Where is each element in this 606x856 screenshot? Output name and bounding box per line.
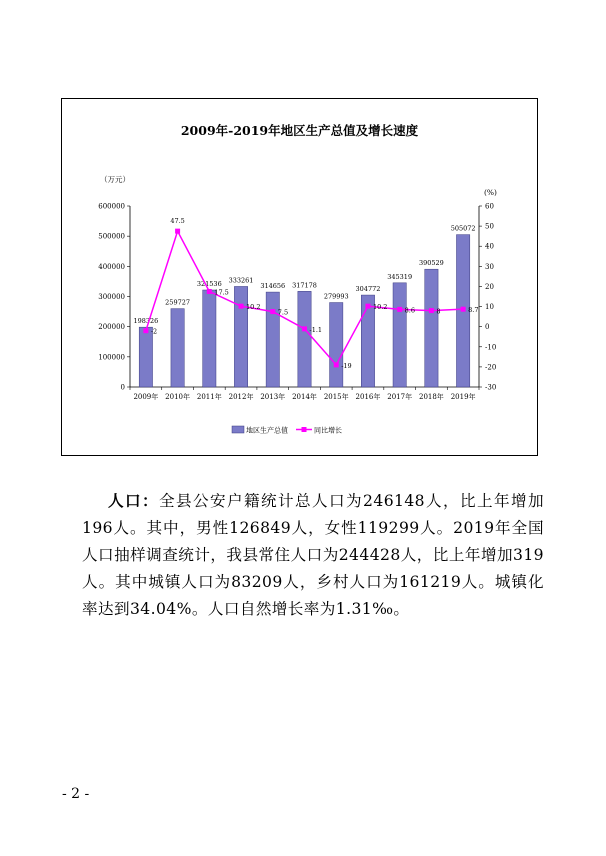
- x-tick-label: 2010年: [165, 393, 191, 401]
- line-data-label: 10.2: [372, 303, 388, 312]
- y-right-tick-label: -10: [485, 343, 497, 352]
- chart-title: 2009年-2019年地区生产总值及增长速度: [180, 123, 419, 138]
- x-tick-label: 2011年: [196, 393, 222, 401]
- bar-data-label: 279993: [323, 292, 349, 301]
- x-tick-label: 2015年: [323, 393, 349, 401]
- bar-data-label: 259727: [165, 298, 191, 307]
- line-point: [143, 328, 148, 333]
- x-tick-label: 2012年: [228, 393, 254, 401]
- bar-data-label: 345319: [387, 272, 413, 281]
- bar: [171, 309, 184, 387]
- line-data-label: 8: [436, 307, 441, 316]
- population-paragraph: [82, 487, 544, 623]
- x-tick-label: 2018年: [418, 393, 444, 401]
- y-left-tick-label: 400000: [98, 262, 125, 271]
- legend-line-marker: [302, 427, 307, 432]
- line-point: [334, 362, 339, 367]
- line-point: [175, 229, 180, 234]
- line-point: [365, 304, 370, 309]
- bar-data-label: 505072: [450, 224, 476, 233]
- legend-bar-label: 地区生产总值: [246, 426, 288, 435]
- line-data-label: -19: [341, 361, 352, 370]
- bar-data-label: 304772: [355, 285, 381, 294]
- bar: [330, 303, 343, 387]
- y-left-tick-label: 0: [120, 383, 125, 392]
- bar: [393, 283, 406, 387]
- line-data-label: 17.5: [214, 288, 229, 297]
- bar-data-label: 198326: [133, 317, 159, 326]
- bar: [203, 290, 216, 387]
- line-point: [207, 289, 212, 294]
- y-left-tick-label: 600000: [98, 202, 125, 211]
- body-text: [82, 487, 544, 623]
- line-point: [461, 307, 466, 312]
- y-right-unit: (%): [484, 188, 497, 197]
- line-data-label: 8.6: [404, 306, 416, 315]
- line-data-label: -1.1: [309, 325, 323, 334]
- line-data-label: -2: [150, 327, 158, 336]
- legend-bar-swatch: [232, 426, 244, 433]
- y-right-tick-label: 30: [485, 262, 494, 271]
- line-data-label: 10.2: [246, 303, 261, 312]
- line-data-label: 8.7: [468, 306, 479, 315]
- line-point: [429, 308, 434, 313]
- line-data-label: 47.5: [170, 217, 185, 226]
- bar: [234, 286, 247, 387]
- bar-data-label: 314656: [260, 282, 286, 291]
- y-right-tick-label: 0: [485, 323, 490, 332]
- y-left-tick-label: 100000: [98, 353, 125, 362]
- paragraph-lead: 人口：: [108, 491, 160, 510]
- y-left-tick-label: 200000: [98, 323, 125, 332]
- x-tick-label: 2017年: [387, 393, 413, 401]
- y-right-tick-label: 40: [485, 242, 494, 251]
- bar-data-label: 390529: [418, 259, 444, 268]
- x-tick-label: 2014年: [292, 393, 317, 401]
- x-tick-label: 2009年: [133, 393, 159, 401]
- bar-data-label: 317178: [292, 281, 317, 290]
- y-right-tick-label: 10: [485, 303, 494, 312]
- x-tick-label: 2019年: [450, 393, 476, 401]
- line-point: [239, 304, 244, 309]
- legend-line-label: 同比增长: [314, 426, 342, 435]
- y-right-tick-label: 50: [485, 222, 494, 231]
- bar: [266, 292, 279, 387]
- bar: [139, 327, 152, 387]
- y-left-tick-label: 500000: [98, 232, 125, 241]
- chart-svg: [62, 99, 539, 457]
- bar: [425, 269, 441, 387]
- line-point: [302, 326, 307, 331]
- paragraph-text: 全县公安户籍统计总人口为246148人，比上年增加196人。其中，男性126849人，女性119299人。2019年全国人口抽样调查统计，我县常住人口为244428人，比上年增加319人。其中城镇人口为83209人，乡村人口为161219人。城镇化率达到34.04%。人口自然增长率为1.31‰。: [82, 492, 544, 618]
- y-right-tick-label: 60: [485, 202, 494, 211]
- y-left-tick-label: 300000: [98, 293, 125, 301]
- line-point: [397, 307, 402, 312]
- y-right-tick-label: 20: [485, 282, 494, 291]
- line-point: [270, 309, 275, 314]
- chart-container: [61, 98, 538, 456]
- bar: [298, 291, 311, 387]
- x-tick-label: 2013年: [260, 393, 286, 401]
- bar-data-label: 333261: [228, 276, 254, 285]
- bar-data-label: 321536: [196, 280, 222, 289]
- x-tick-label: 2016年: [355, 393, 381, 401]
- y-right-tick-label: -30: [485, 383, 497, 392]
- y-left-unit: （万元）: [100, 175, 130, 184]
- page-number: - 2 -: [62, 786, 90, 802]
- y-right-tick-label: -20: [485, 363, 497, 372]
- line-data-label: 7.5: [277, 308, 289, 317]
